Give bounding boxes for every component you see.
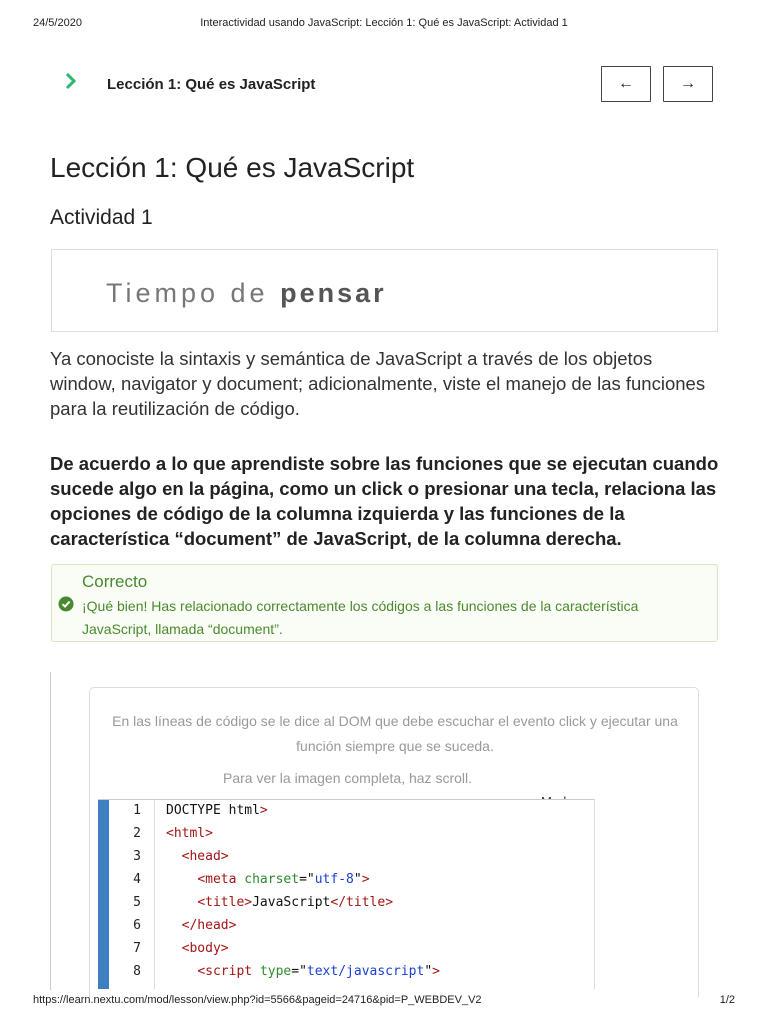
nav-lesson-title[interactable]: Lección 1: Qué es JavaScript bbox=[107, 76, 316, 93]
think-banner bbox=[51, 249, 718, 332]
code-line bbox=[98, 800, 595, 823]
code-line-number: 3 bbox=[133, 849, 141, 864]
print-date: 24/5/2020 bbox=[33, 17, 82, 29]
code-line-text: <title>JavaScript</title> bbox=[197, 895, 394, 910]
code-line-number: 7 bbox=[133, 941, 141, 956]
print-url: https://learn.nextu.com/mod/lesson/view.php?id=5566&pageid=24716&pid=P_WEBDEV_V2 bbox=[33, 994, 482, 1006]
code-line-text: <body> bbox=[181, 941, 229, 956]
code-line-text: <meta charset="utf-8"> bbox=[197, 872, 370, 887]
code-line-number: 8 bbox=[133, 964, 141, 979]
page-subtitle: Actividad 1 bbox=[50, 206, 153, 229]
code-line-number: 5 bbox=[133, 895, 141, 910]
think-text-bold: pensar bbox=[280, 278, 387, 308]
lesson-nav bbox=[0, 66, 768, 104]
chevron-right-icon[interactable] bbox=[64, 72, 78, 95]
previous-page-button[interactable]: ← bbox=[601, 66, 651, 102]
print-document-title: Interactividad usando JavaScript: Lección 1: Qué es JavaScript: Actividad 1 bbox=[200, 17, 568, 29]
code-line bbox=[98, 869, 595, 892]
code-line-number: 4 bbox=[133, 872, 141, 887]
code-line bbox=[98, 846, 595, 869]
feedback-message: ¡Qué bien! Has relacionado correctamente los códigos a las funciones de la característica JavaScript, llamada “document”. bbox=[82, 598, 639, 637]
code-line-text: <html> bbox=[166, 826, 213, 841]
print-page-number: 1/2 bbox=[719, 994, 735, 1006]
code-line-text: <head> bbox=[181, 849, 229, 864]
code-line bbox=[98, 961, 595, 984]
page-title: Lección 1: Qué es JavaScript bbox=[50, 152, 415, 183]
code-line-number: 1 bbox=[133, 803, 141, 818]
code-line bbox=[98, 892, 595, 915]
instructions-paragraph: De acuerdo a lo que aprendiste sobre las funciones que se ejecutan cuando sucede algo en la página, como un click o presionar una tecla, relaciona las opciones de código de la columna izquierda y las funciones de la característica “document” de JavaScript, de la columna derecha. bbox=[50, 453, 719, 549]
code-block[interactable] bbox=[98, 799, 595, 989]
check-circle-icon bbox=[58, 596, 74, 617]
code-line-number: 6 bbox=[133, 918, 141, 933]
code-line bbox=[98, 823, 595, 846]
code-line bbox=[98, 938, 595, 961]
feedback-title: Correcto bbox=[82, 572, 148, 591]
intro-paragraph: Ya conociste la sintaxis y semántica de JavaScript a través de los objetos window, navigator y document; adicionalmente, viste el manejo de las funciones para la reutilización de código. bbox=[50, 348, 706, 419]
think-text-light: Tiempo de bbox=[106, 278, 281, 308]
think-banner-text bbox=[106, 278, 387, 309]
feedback-correct bbox=[51, 564, 718, 642]
code-line-text: </head> bbox=[181, 918, 237, 933]
code-line-text: DOCTYPE html> bbox=[166, 803, 268, 818]
code-line bbox=[98, 915, 595, 938]
code-line-number: 2 bbox=[133, 826, 141, 841]
next-page-button[interactable]: → bbox=[663, 66, 713, 102]
content-divider bbox=[50, 672, 51, 990]
scroll-hint: Para ver la imagen completa, haz scroll. bbox=[223, 770, 472, 786]
code-line-text: <script type="text/javascript"> bbox=[197, 964, 440, 979]
code-caption: En las líneas de código se le dice al DOM que debe escuchar el evento click y ejecutar una función siempre que se suceda. bbox=[112, 713, 678, 754]
